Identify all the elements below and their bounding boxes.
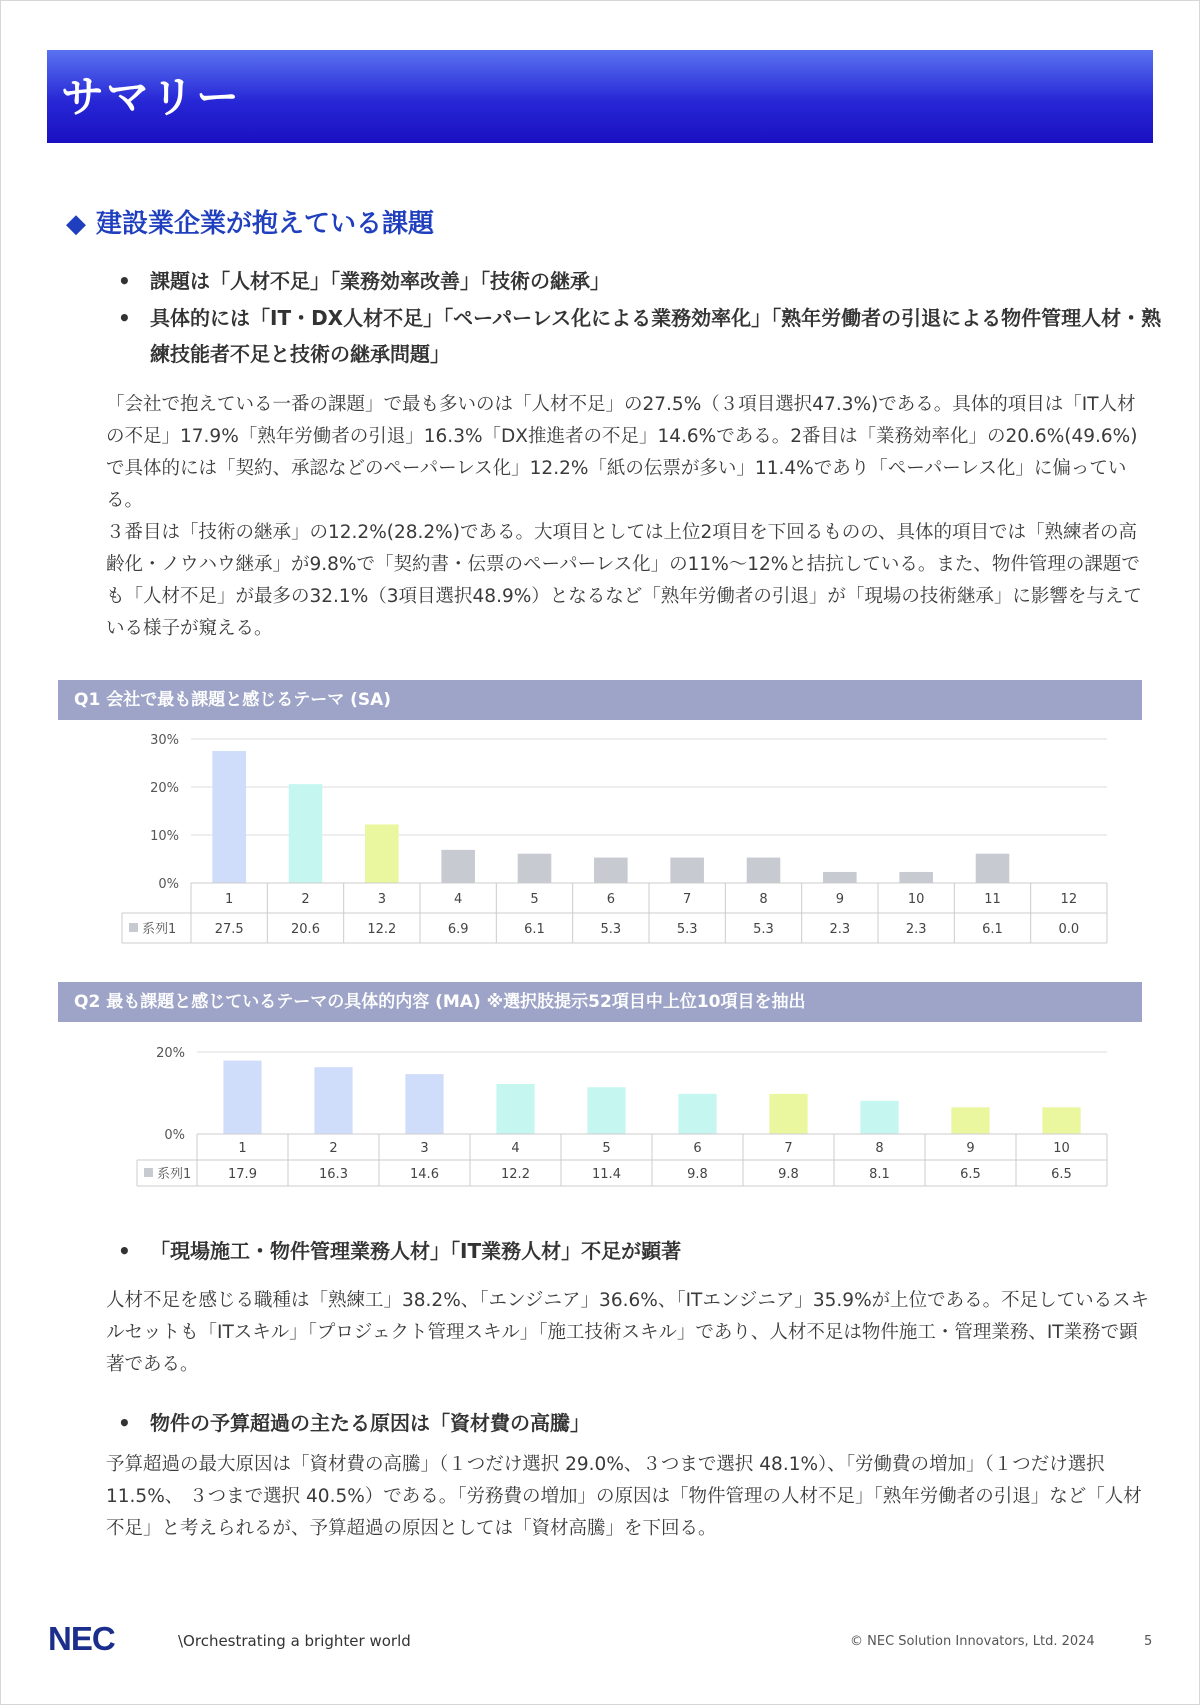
value-label: 9.8 <box>687 1167 708 1182</box>
paragraph-talent <box>106 1285 1150 1381</box>
category-label: 6 <box>693 1141 702 1156</box>
value-label: 11.4 <box>592 1167 621 1182</box>
bullet-text: 「現場施工・物件管理業務人材」「IT業務人材」不足が顕著 <box>150 1239 682 1263</box>
value-label: 6.9 <box>447 922 469 937</box>
bullet-dot-icon: • <box>118 1239 131 1263</box>
section-heading-text: 建設業企業が抱えている課題 <box>96 209 435 239</box>
bar <box>314 1067 352 1134</box>
footer-tagline: \Orchestrating a brighter world <box>178 1632 411 1650</box>
category-label: 7 <box>683 892 692 907</box>
bar <box>769 1094 807 1134</box>
q1-header: Q1 会社で最も課題と感じるテーマ (SA) <box>58 680 1142 720</box>
category-label: 9 <box>966 1141 975 1156</box>
bar <box>594 858 628 883</box>
bar <box>976 854 1010 883</box>
bullet-text: 具体的には「IT・DX人材不足」「ペーパーレス化による業務効率化」「熟年労働者の引退による物件管理人材・熟練技能者不足と技術の継承問題」 <box>150 306 1162 366</box>
category-label: 3 <box>377 892 386 907</box>
category-label: 2 <box>329 1141 338 1156</box>
bar <box>587 1087 625 1134</box>
category-label: 1 <box>238 1141 247 1156</box>
value-label: 9.8 <box>778 1167 799 1182</box>
q2-header: Q2 最も課題と感じているテーマの具体的内容 (MA) ※選択肢提示52項目中上位10項目を抽出 <box>58 982 1142 1022</box>
legend-swatch <box>144 1168 153 1177</box>
category-label: 3 <box>420 1141 429 1156</box>
legend-series-name: 系列1 <box>142 922 177 937</box>
value-label: 12.2 <box>367 922 397 937</box>
category-label: 1 <box>225 892 234 907</box>
bullet-dot-icon: • <box>118 306 131 330</box>
legend-swatch <box>129 923 138 932</box>
value-label: 16.3 <box>319 1167 348 1182</box>
bar <box>212 751 246 883</box>
category-label: 11 <box>984 892 1001 907</box>
value-label: 17.9 <box>228 1167 257 1182</box>
value-label: 6.1 <box>982 922 1003 937</box>
bar <box>441 850 475 883</box>
y-tick-label: 10% <box>150 829 179 844</box>
legend-series-name: 系列1 <box>157 1167 192 1182</box>
page-number: 5 <box>1144 1634 1153 1649</box>
category-label: 7 <box>784 1141 793 1156</box>
bar <box>223 1061 261 1134</box>
bar <box>1042 1107 1080 1134</box>
category-label: 4 <box>511 1141 520 1156</box>
chart-q2 <box>137 1046 1107 1186</box>
category-label: 12 <box>1060 892 1078 907</box>
category-label: 8 <box>759 892 768 907</box>
footer-copyright: © NEC Solution Innovators, Ltd. 2024 <box>850 1634 1095 1649</box>
value-label: 5.3 <box>753 922 774 937</box>
paragraph-line: 「会社で抱えている一番の課題」で最も多いのは「人材不足」の27.5%（３項目選択47.3%)である。具体的項目は「IT人材の不足」17.9%「熟年労働者の引退」16.3%「DX推進者の不足」14.6%である。2番目は「業務効率化」の20.6%(49.6%)で具体的には「契約、承認などのペーパーレス化」12.2%「紙の伝票が多い」11.4%であり「ペーパーレス化」に偏っている。 <box>106 394 1138 511</box>
paragraph-line: 予算超過の最大原因は「資材費の高騰」（１つだけ選択 29.0%、３つまで選択 48.1%）、「労働費の増加」（１つだけ選択 11.5%、 ３つまで選択 40.5%）である。「労務費の増加」の原因は「物件管理の人材不足」「熟年労働者の引退」など「人材不足」と考えられるが、予算超過の原因としては「資材高騰」を下回る。 <box>106 1454 1142 1539</box>
y-tick-label: 20% <box>150 781 179 796</box>
y-tick-label: 30% <box>150 733 179 748</box>
category-label: 5 <box>530 892 539 907</box>
paragraph-line: ３番目は「技術の継承」の12.2%(28.2%)である。大項目としては上位2項目を下回るものの、具体的項目では「熟練者の高齢化・ノウハウ継承」が9.8%で「契約書・伝票のペーパーレス化」の11%～12%と拮抗している。また、物件管理の課題でも「人材不足」が最多の32.1%（3項目選択48.9%）となるなど「熟年労働者の引退」が「現場の技術継承」に影響を与えている様子が窺える。 <box>106 522 1142 639</box>
y-tick-label: 20% <box>156 1046 185 1061</box>
bullet-dot-icon: • <box>118 1411 131 1435</box>
category-label: 8 <box>875 1141 884 1156</box>
bar <box>670 858 704 883</box>
value-label: 6.5 <box>1051 1167 1072 1182</box>
bar <box>289 784 323 883</box>
bar <box>678 1094 716 1134</box>
bar <box>518 854 552 883</box>
chart-q1 <box>122 733 1107 943</box>
value-label: 20.6 <box>291 922 320 937</box>
y-tick-label: 0% <box>164 1128 185 1143</box>
bullet-dot-icon: • <box>118 269 131 293</box>
bar <box>860 1101 898 1134</box>
category-label: 10 <box>1053 1141 1070 1156</box>
bar <box>951 1107 989 1134</box>
category-label: 4 <box>454 892 463 907</box>
value-label: 2.3 <box>829 922 851 937</box>
value-label: 12.2 <box>501 1167 530 1182</box>
bullet-text: 物件の予算超過の主たる原因は「資材費の高騰」 <box>150 1411 590 1435</box>
value-label: 0.0 <box>1058 922 1080 937</box>
value-label: 14.6 <box>410 1167 439 1182</box>
bullet-budget <box>118 1405 1050 1441</box>
category-label: 6 <box>606 892 615 907</box>
bar <box>823 872 857 883</box>
paragraph-budget <box>106 1449 1150 1545</box>
value-label: 5.3 <box>600 922 622 937</box>
value-label: 6.1 <box>524 922 545 937</box>
category-label: 2 <box>301 892 310 907</box>
bullet-talent-shortage <box>118 1233 1050 1269</box>
value-label: 6.5 <box>960 1167 981 1182</box>
bar <box>747 858 781 883</box>
value-label: 5.3 <box>676 922 698 937</box>
diamond-bullet-icon: ◆ <box>66 209 86 239</box>
bar <box>365 824 399 883</box>
category-label: 10 <box>907 892 925 907</box>
nec-logo: NEC <box>48 1620 115 1657</box>
y-tick-label: 0% <box>158 877 179 892</box>
category-label: 9 <box>835 892 844 907</box>
paragraph-line: 人材不足を感じる職種は「熟練工」38.2%、「エンジニア」36.6%、「ITエンジニア」35.9%が上位である。不足しているスキルセットも「ITスキル」「プロジェクト管理スキル」「施工技術スキル」であり、人材不足は物件施工・管理業務、IT業務で顕著である。 <box>106 1290 1150 1375</box>
value-label: 27.5 <box>214 922 244 937</box>
value-label: 2.3 <box>905 922 927 937</box>
value-label: 8.1 <box>869 1167 890 1182</box>
category-label: 5 <box>602 1141 611 1156</box>
page-title: サマリー <box>61 73 241 123</box>
bar <box>405 1074 443 1134</box>
bar <box>899 872 933 883</box>
bar <box>496 1084 534 1134</box>
bullet-text: 課題は「人材不足」「業務効率改善」「技術の継承」 <box>150 269 610 293</box>
